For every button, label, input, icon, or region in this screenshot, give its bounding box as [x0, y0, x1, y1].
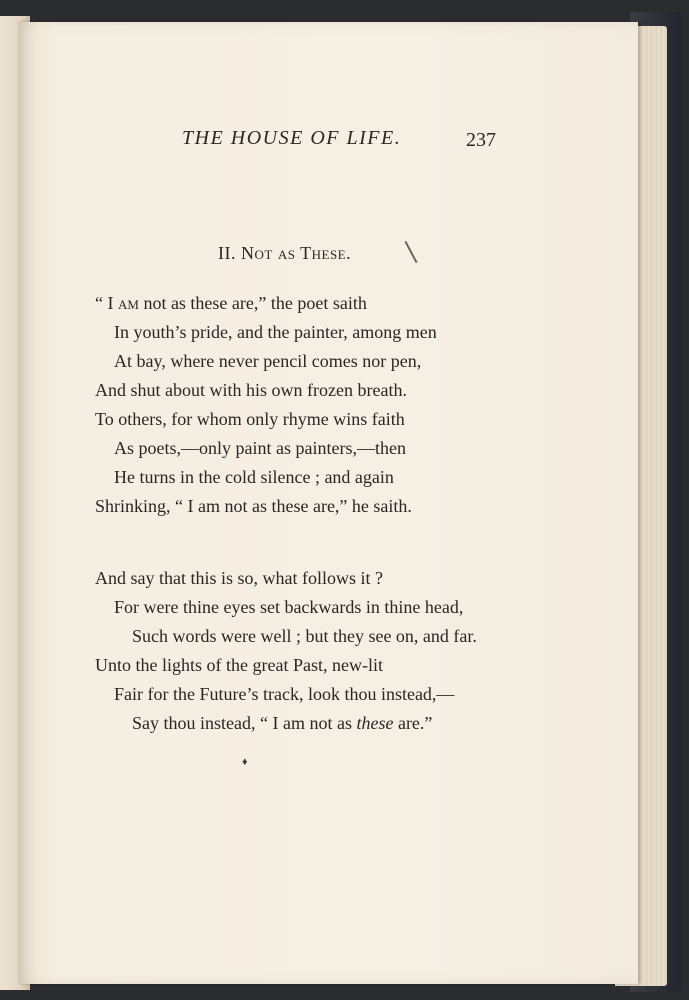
poem-line: Shrinking, “ I am not as these are,” he saith. — [95, 496, 412, 516]
page-number: 237 — [466, 129, 496, 151]
poem-line-rest: not as these are,” the poet saith — [143, 293, 367, 313]
running-head: THE HOUSE OF LIFE. — [182, 127, 402, 149]
sonnet-title-text: Not as These. — [241, 243, 352, 263]
poem-line: At bay, where never pencil comes nor pen, — [114, 351, 422, 371]
poem-line: Such words were well ; but they see on, and far. — [132, 626, 477, 646]
poem-line: In youth’s pride, and the painter, among men — [114, 322, 437, 342]
poem-line: To others, for whom only rhyme wins faith — [95, 409, 405, 429]
poem-line — [132, 713, 432, 734]
poem-line-end: are.” — [397, 713, 433, 733]
poem-line: And shut about with his own frozen breath. — [95, 380, 407, 400]
poem-line-smallcaps: am — [117, 293, 139, 313]
poem-line-open: “ I — [95, 293, 114, 313]
poem-line: Unto the lights of the great Past, new-lit — [95, 655, 383, 675]
poem-line: As poets,—only paint as painters,—then — [114, 438, 406, 458]
poem-line: And say that this is so, what follows it ? — [95, 568, 383, 588]
sonnet-numeral: II. — [218, 243, 236, 263]
poem-line-italic: these — [356, 713, 394, 733]
end-ornament: ♦ — [242, 756, 248, 768]
poem-line: He turns in the cold silence ; and again — [114, 467, 394, 487]
poem-line — [95, 293, 367, 314]
poem-line: For were thine eyes set backwards in thine head, — [114, 597, 464, 617]
poem-line: Fair for the Future’s track, look thou instead,— — [114, 684, 455, 704]
poem-line-start: Say thou instead, “ I am not as — [132, 713, 352, 733]
sonnet-title — [218, 243, 351, 264]
